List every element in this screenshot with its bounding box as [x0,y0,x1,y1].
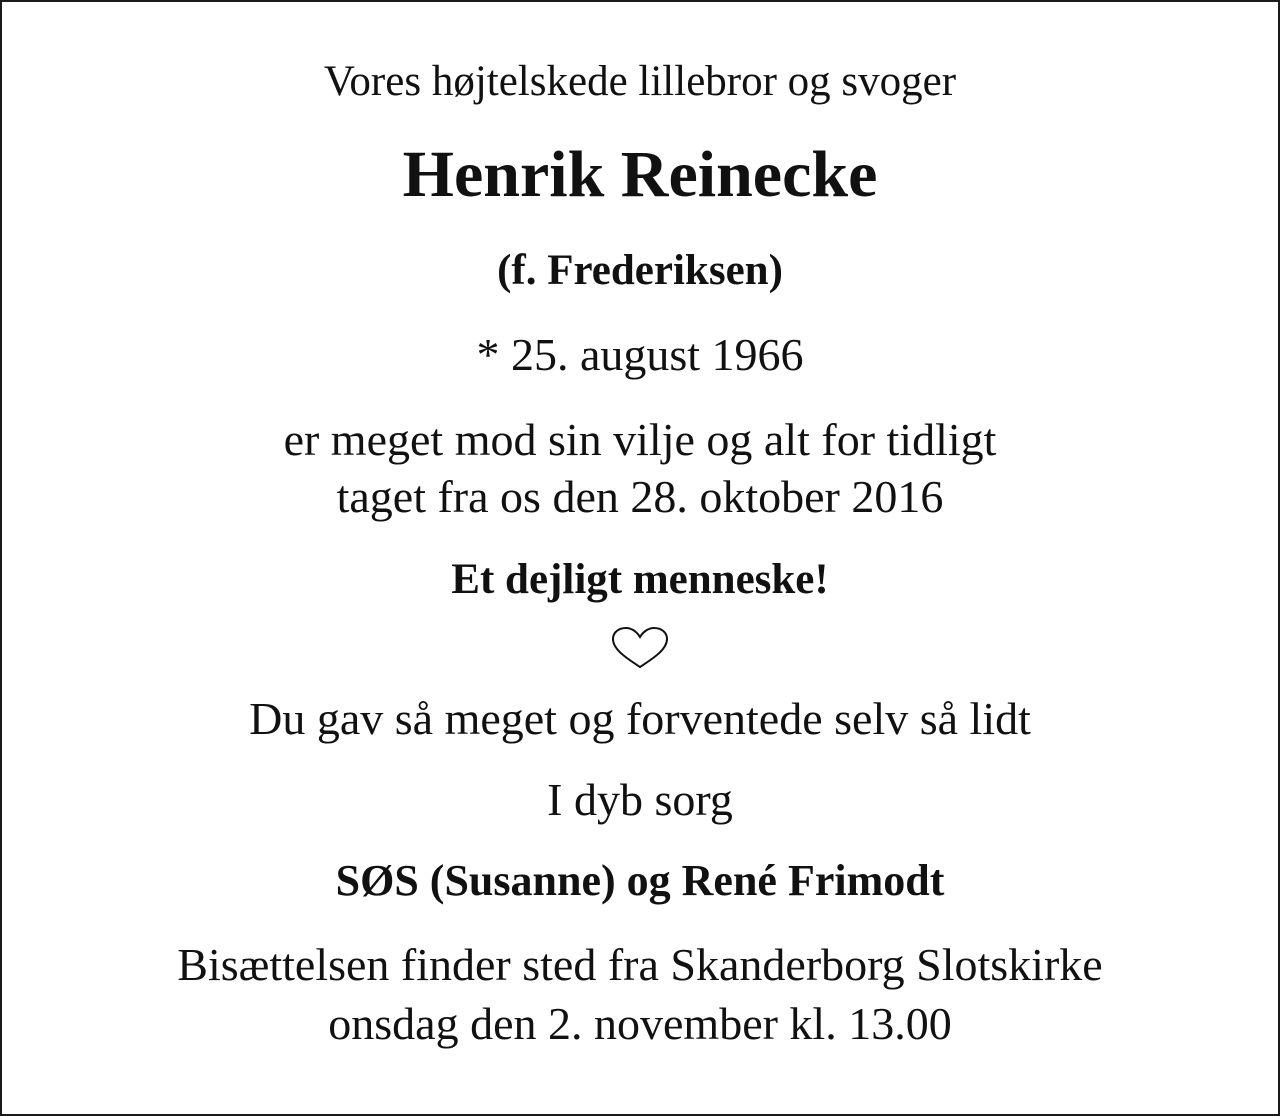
death-text-line-2: taget fra os den 28. oktober 2016 [336,471,944,522]
birth-date: * 25. august 1966 [476,329,804,380]
birth-name: (f. Frederiksen) [497,247,783,294]
sorrow-text: I dyb sorg [547,774,733,825]
funeral-info-line-1: Bisættelsen finder sted fra Skanderborg Slotskirke [177,939,1103,990]
heart-ornament [2,626,1278,670]
family-names: SØS (Susanne) og René Frimodt [335,856,945,905]
heart-outline-icon [610,626,670,670]
intro-text: Vores højtelskede lillebror og svoger [323,58,957,105]
deceased-name: Henrik Reinecke [402,138,878,211]
quote-text: Du gav så meget og forventede selv så lidt [249,693,1031,744]
tribute-text: Et dejligt menneske! [451,556,829,603]
death-text-line-1: er meget mod sin vilje og alt for tidligt [283,414,997,465]
funeral-info-line-2: onsdag den 2. november kl. 13.00 [328,998,952,1049]
